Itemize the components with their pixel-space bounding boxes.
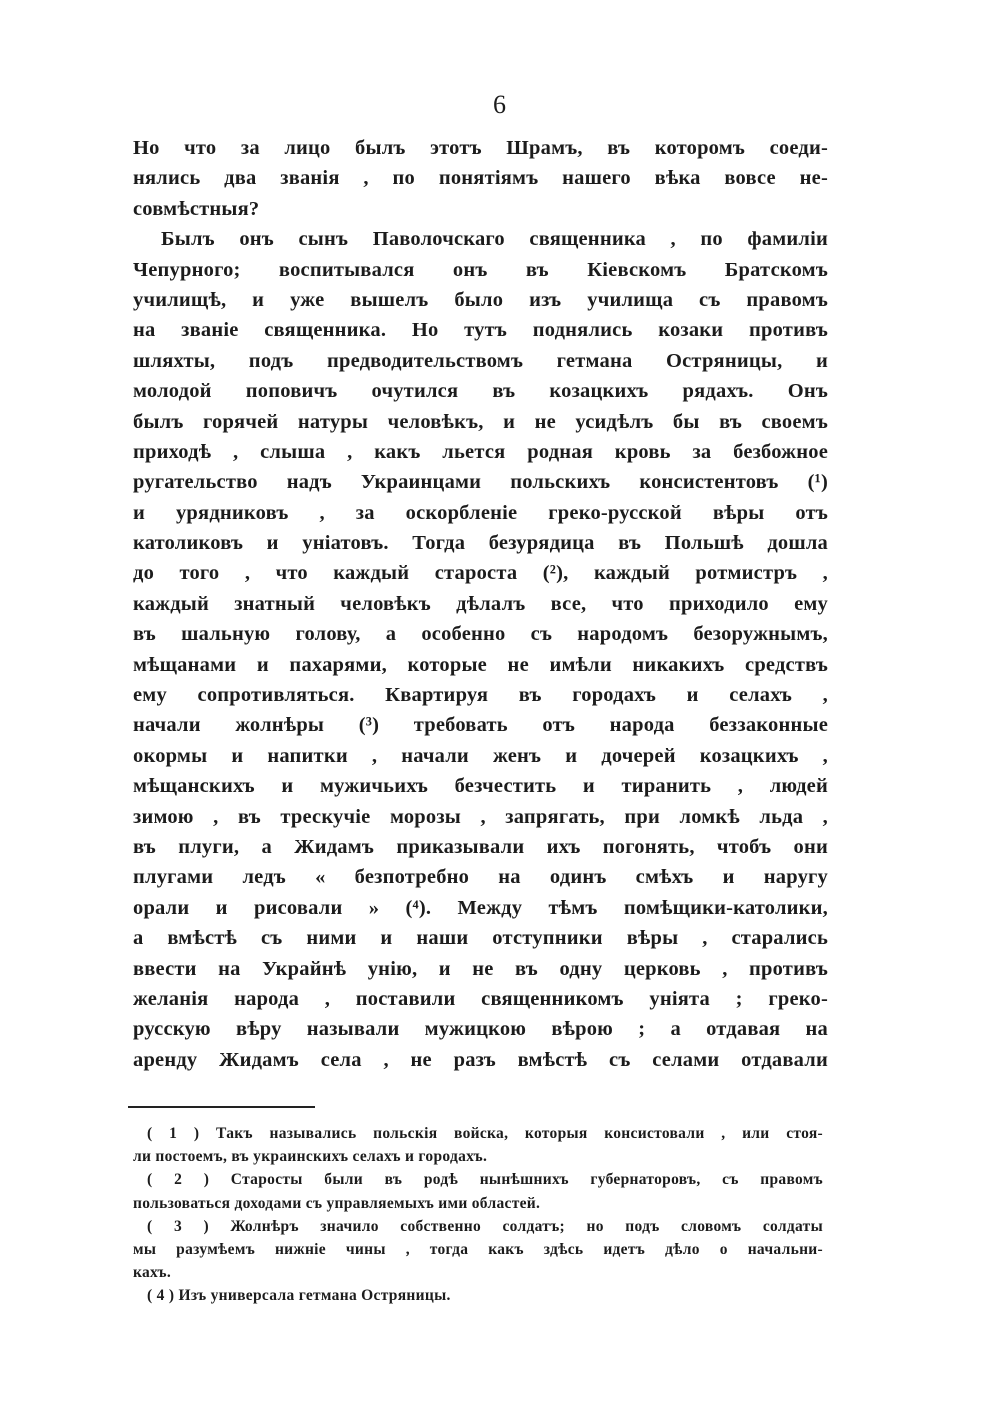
text-line: католиковъ и уніатовъ. Тогда безурядица въ Польшѣ дошла [133, 532, 828, 555]
text-line: шляхты, подъ предводительствомъ гетмана Остряницы, и [133, 349, 828, 372]
text-line: мѣщанскихъ и мужичьихъ безчестить и тиранить , людей [133, 775, 828, 798]
text-line: ему сопротивляться. Квартируя въ городахъ и селахъ , [133, 684, 828, 707]
text-line: зимою , въ трескучіе морозы , запрягать, при ломкѣ льда , [133, 805, 828, 828]
footnote-line: кахъ. [133, 1264, 172, 1282]
main-text [133, 133, 828, 1075]
footnote-line: пользоваться доходами съ управляемыхъ ими областей. [133, 1194, 541, 1212]
text-line: въ плуги, а Жидамъ приказывали ихъ погонять, чтобъ они [133, 835, 828, 858]
text-line: плугами ледъ « безпотребно на одинъ смѣхъ и наругу [133, 866, 828, 889]
footnote-line: ( 4 ) Изъ универсала гетмана Остряницы. [147, 1287, 451, 1305]
text-line: а вмѣстѣ съ ними и наши отступники вѣры , старались [133, 927, 828, 950]
text-line: молодой поповичъ очутился въ козацкихъ рядахъ. Онъ [133, 380, 828, 403]
text-line: Былъ онъ сынъ Паволочскаго священника , по фамиліи [161, 228, 828, 251]
text-line: аренду Жидамъ села , не разъ вмѣстѣ съ селами отдавали [133, 1048, 828, 1071]
text-line: орали и рисовали » (⁴). Между тѣмъ помѣщики-католики, [133, 896, 828, 919]
footnote-line: ( 3 ) Жолнѣръ значило собственно солдатъ; но подъ словомъ солдаты [147, 1217, 823, 1235]
text-line: въ шальную голову, а особенно съ народомъ безоружнымъ, [133, 623, 828, 646]
footnote-line: ( 2 ) Старосты были въ родѣ нынѣшнихъ губернаторовъ, съ правомъ [147, 1171, 823, 1189]
text-line: училищѣ, и уже вышелъ было изъ училища съ правомъ [133, 288, 828, 311]
text-line: Чепурного; воспитывался онъ въ Кіевскомъ Братскомъ [133, 258, 828, 281]
text-line: ругательство надъ Украинцами польскихъ консистентовъ (¹) [133, 471, 828, 494]
text-line: до того , что каждый староста (²), каждый ротмистръ , [133, 562, 828, 585]
text-line: начали жолнѣры (³) требовать отъ народа беззаконные [133, 714, 828, 737]
text-line: на званіе священника. Но тутъ поднялись козаки противъ [133, 319, 828, 342]
text-line: ввести на Украйнѣ унію, и не въ одну церковь , противъ [133, 957, 828, 980]
text-line: совмѣстныя? [133, 197, 260, 220]
footnote-line: ли постоемъ, въ украинскихъ селахъ и городахъ. [133, 1148, 488, 1166]
text-line: приходѣ , слыша , какъ льется родная кровь за безбожное [133, 440, 828, 463]
text-line: мѣщанами и пахарями, которые не имѣли никакихъ средствъ [133, 653, 828, 676]
text-line: нялись два званія , по понятіямъ нашего вѣка вовсе не- [133, 167, 828, 190]
text-line: желанія народа , поставили священникомъ уніята ; греко- [133, 987, 828, 1010]
text-line: каждый знатный человѣкъ дѣлалъ все, что приходило ему [133, 592, 828, 615]
text-line: русскую вѣру называли мужицкою вѣрою ; а отдавая на [133, 1018, 828, 1041]
text-line: Но что за лицо былъ этотъ Шрамъ, въ которомъ соеди- [133, 137, 828, 159]
page-number: 6 [493, 90, 507, 119]
footnote-divider [128, 1106, 315, 1108]
footnotes [133, 1122, 823, 1308]
text-line: окормы и напитки , начали женъ и дочерей козацкихъ , [133, 744, 828, 767]
text-line: былъ горячей натуры человѣкъ, и не усидѣлъ бы въ своемъ [133, 410, 828, 433]
footnote-line: ( 1 ) Такъ назывались польскія войска, которыя консистовали , или стоя- [147, 1125, 823, 1142]
text-line: и урядниковъ , за оскорбленіе греко-русской вѣры отъ [133, 501, 828, 524]
footnote-line: мы разумѣемъ нижніе чины , тогда какъ здѣсь идетъ дѣло о начальни- [133, 1240, 823, 1258]
